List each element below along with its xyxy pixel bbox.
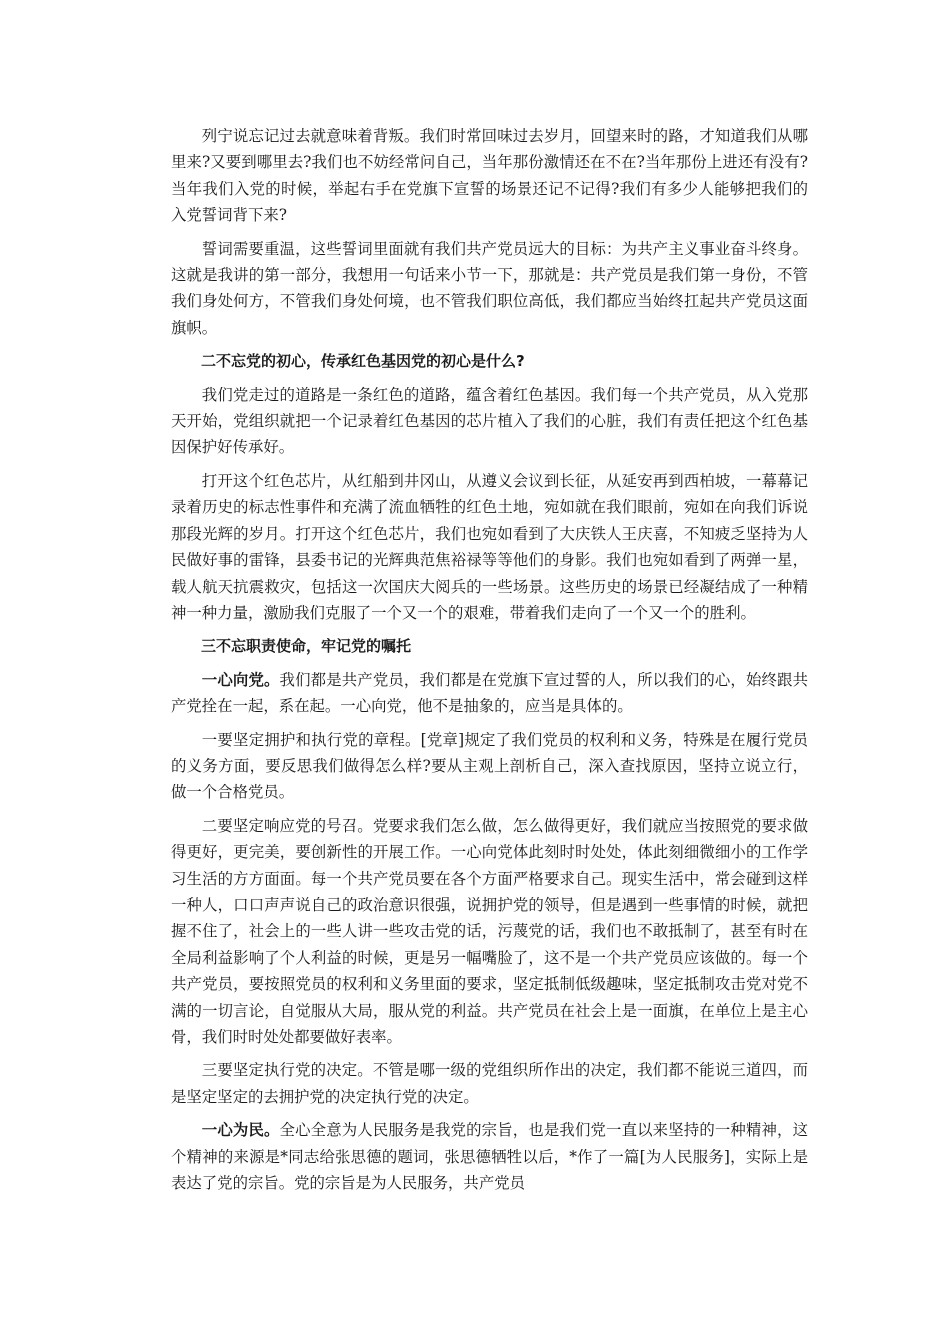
lead-heart-for-party: 一心向党。 [201, 670, 280, 689]
body-heart-for-party: 我们都是共产党员，我们都是在党旗下宣过誓的人，所以我们的心，始终跟共产党拴在一起，系在起。一心向党，他不是抽象的，应当是具体的。 [171, 670, 808, 716]
paragraph-oath: 誓词需要重温，这些誓词里面就有我们共产党员远大的目标：为共产主义事业奋斗终身。这就是我讲的第一部分，我想用一句话来小节一下，那就是：共产党员是我们第一身份，不管我们身处何方，不管我们身处何境，也不管我们职位高低，我们都应当始终扛起共产党员这面旗帜。 [171, 239, 808, 337]
paragraph-heart-for-people [171, 1117, 808, 1196]
paragraph-red-gene: 我们党走过的道路是一条红色的道路，蕴含着红色基因。我们每一个共产党员，从入党那天开始，党组织就把一个记录着红色基因的芯片植入了我们的心脏，我们有责任把这个红色基因保护好传承好。 [171, 385, 808, 457]
document-page [171, 123, 808, 1203]
paragraph-lenin-quote: 列宁说忘记过去就意味着背叛。我们时常回味过去岁月，回望来时的路，才知道我们从哪里来?又要到哪里去?我们也不妨经常问自己，当年那份激情还在不在?当年那份上进还有没有?当年我们入党的时候，举起右手在党旗下宣誓的场景还记不记得?我们有多少人能够把我们的入党誓词背下来? [171, 127, 808, 225]
section-heading-two: 二不忘党的初心，传承红色基因党的初心是什么? [201, 352, 525, 371]
paragraph-red-chip: 打开这个红色芯片，从红船到井冈山，从遵义会议到长征，从延安再到西柏坡，一幕幕记录着历史的标志性事件和充满了流血牺牲的红色土地，宛如就在我们眼前，宛如在向我们诉说那段光辉的岁月。打开这个红色芯片，我们也宛如看到了大庆铁人王庆喜，不知疲乏坚持为人民做好事的雷锋，县委书记的光辉典范焦裕禄等等他们的身影。我们也宛如看到了两弹一星，载人航天抗震救灾，包括这一次国庆大阅兵的一些场景。这些历史的场景已经凝结成了一种精神一种力量，激励我们克服了一个又一个的艰难，带着我们走向了一个又一个的胜利。 [171, 471, 808, 622]
paragraph-party-call: 二要坚定响应党的号召。党要求我们怎么做，怎么做得更好，我们就应当按照党的要求做得更好，更完美，要创新性的开展工作。一心向党体此刻时时处处，体此刻细微细小的工作学习生活的方方面面。每一个共产党员要在各个方面严格要求自己。现实生活中，常会碰到这样一种人，口口声声说自己的政治意识很强，说拥护党的领导，但是遇到一些事情的时候，就把握不住了，社会上的一些人讲一些攻击党的话，污蔑党的话，我们也不敢抵制了，甚至有时在全局利益影响了个人利益的时候，更是另一幅嘴脸了，这不是一个共产党员应该做的。每一个共产党员，要按照党员的权利和义务里面的要求，坚定抵制低级趣味，坚定抵制攻击党对党不满的一切言论，自觉服从大局，服从党的利益。共产党员在社会上是一面旗，在单位上是主心骨，我们时时处处都要做好表率。 [171, 816, 808, 1046]
paragraph-party-constitution: 一要坚定拥护和执行党的章程。[党章]规定了我们党员的权利和义务，特殊是在履行党员的义务方面，要反思我们做得怎么样?要从主观上剖析自己，深入查找原因，坚持立说立行，做一个合格党员。 [171, 730, 808, 802]
body-heart-for-people: 全心全意为人民服务是我党的宗旨，也是我们党一直以来坚持的一种精神，这个精神的来源是*同志给张思德的题词，张思德牺牲以后，*作了一篇[为人民服务]，实际上是表达了党的宗旨。党的宗旨是为人民服务，共产党员 [171, 1121, 808, 1193]
paragraph-heart-for-party [171, 667, 808, 720]
section-heading-three: 三不忘职责使命，牢记党的嘱托 [201, 637, 412, 656]
paragraph-party-decision: 三要坚定执行党的决定。不管是哪一级的党组织所作出的决定，我们都不能说三道四，而是坚定坚定的去拥护党的决定执行党的决定。 [171, 1061, 808, 1106]
lead-heart-for-people: 一心为民。 [201, 1121, 280, 1140]
